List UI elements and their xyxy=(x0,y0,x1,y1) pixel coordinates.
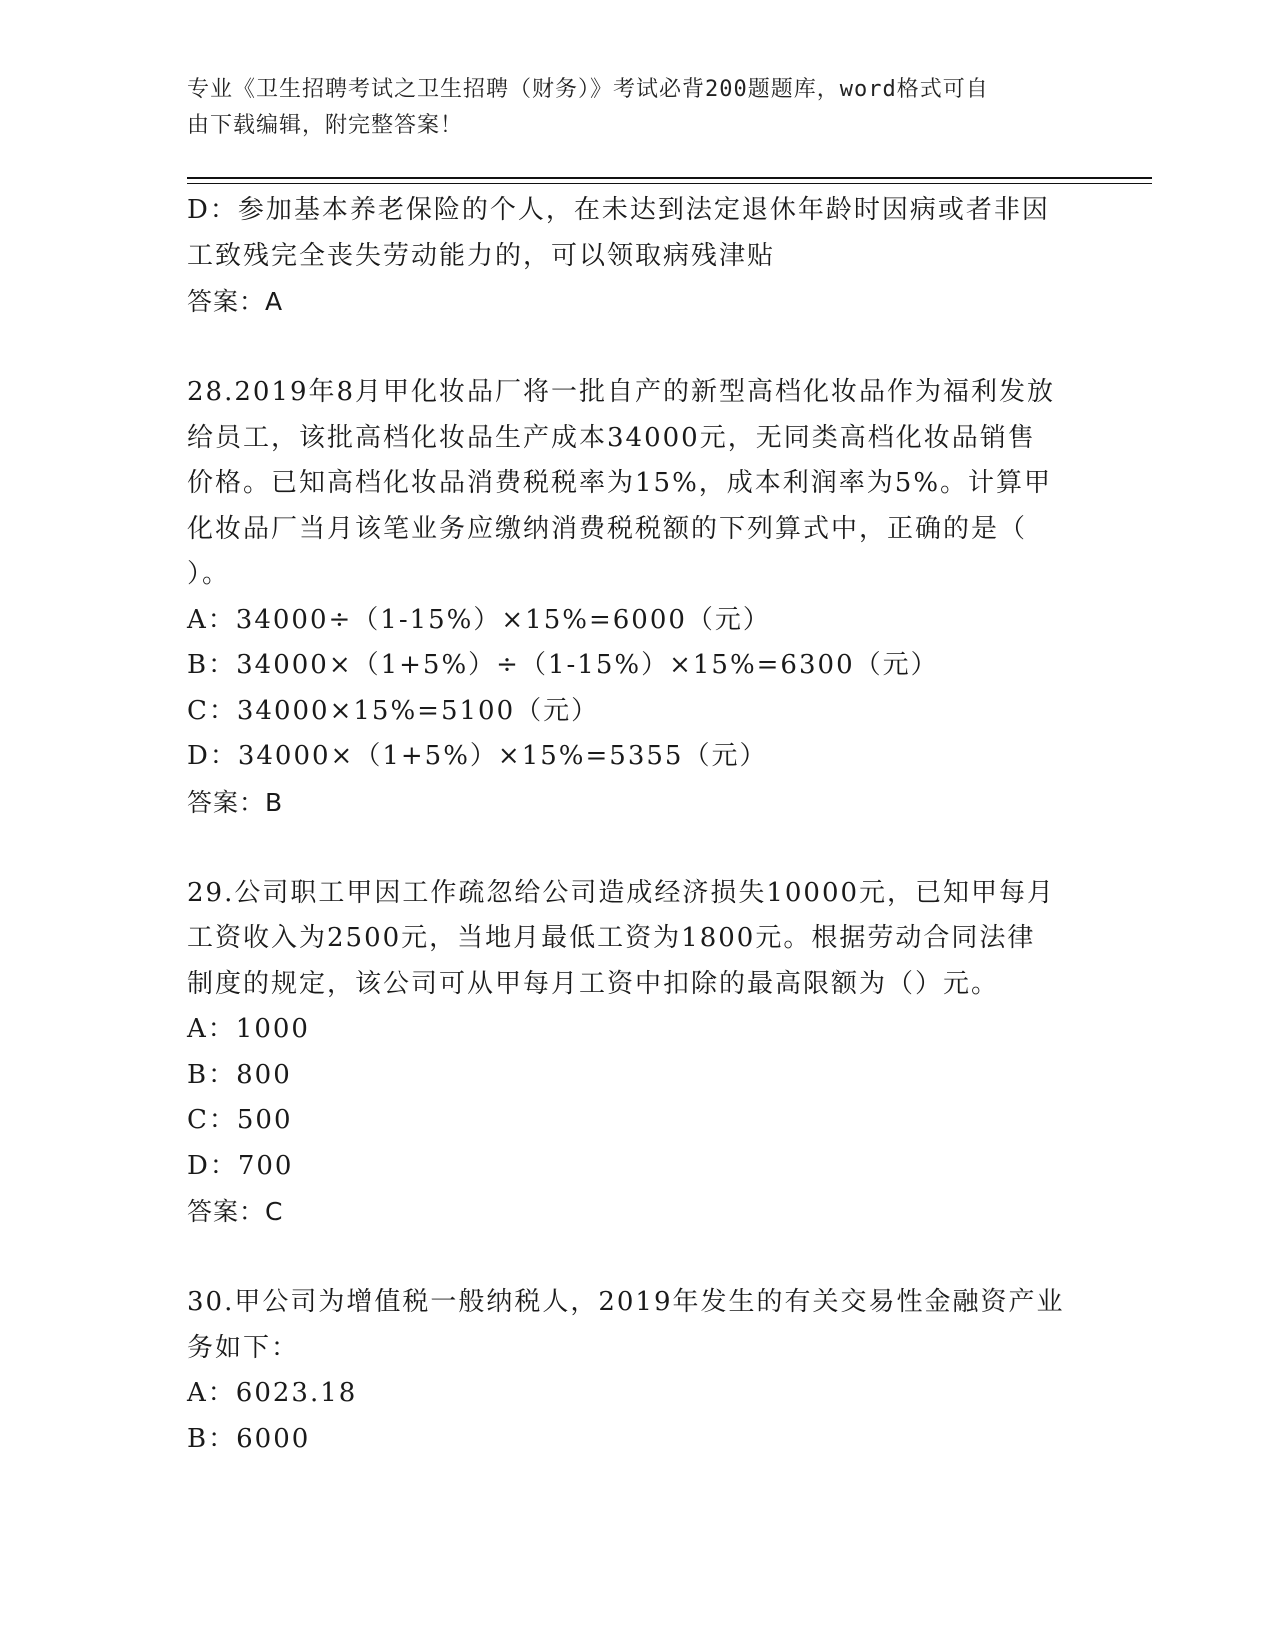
document-body xyxy=(187,188,1087,1462)
question-28 xyxy=(187,370,1087,825)
question-text-line: 30.甲公司为增值税一般纳税人，2019年发生的有关交易性金融资产业 xyxy=(187,1287,1065,1317)
option-a: A：6023.18 xyxy=(187,1378,358,1408)
question-text-line: 务如下： xyxy=(187,1332,300,1363)
option-d-line-1: D：参加基本养老保险的个人，在未达到法定退休年龄时因病或者非因 xyxy=(187,195,1050,225)
question-30 xyxy=(187,1280,1087,1462)
spacer xyxy=(187,1235,1087,1281)
option-a: A：34000÷（1-15%）×15%=6000（元） xyxy=(187,604,771,635)
answer-line: 答案：B xyxy=(187,787,284,817)
option-b: B：6000 xyxy=(187,1423,311,1454)
option-b: B：800 xyxy=(187,1059,292,1090)
question-text-line: 制度的规定，该公司可从甲每月工资中扣除的最高限额为（）元。 xyxy=(187,968,1000,999)
option-d-line-2: 工致残完全丧失劳动能力的，可以领取病残津贴 xyxy=(187,240,776,271)
answer-line: 答案：A xyxy=(187,287,284,316)
question-text-line: 28.2019年8月甲化妆品厂将一批自产的新型高档化妆品作为福利发放 xyxy=(187,377,1056,407)
answer-line: 答案：C xyxy=(187,1197,284,1226)
header-line-2: 由下载编辑，附完整答案！ xyxy=(187,113,464,138)
question-text-line: ）。 xyxy=(187,559,231,589)
question-text-line: 29.公司职工甲因工作疏忽给公司造成经济损失10000元，已知甲每月 xyxy=(187,877,1056,908)
option-c: C：500 xyxy=(187,1105,293,1135)
option-b: B：34000×（1+5%）÷（1-15%）×15%=6300（元） xyxy=(187,650,939,680)
document-header xyxy=(187,72,1067,144)
option-d: D：700 xyxy=(187,1150,294,1181)
header-rule-thick xyxy=(187,177,1152,179)
spacer xyxy=(187,825,1087,871)
header-rule-thin xyxy=(187,183,1152,184)
previous-question-tail xyxy=(187,188,1087,325)
question-text-line: 工资收入为2500元，当地月最低工资为1800元。根据劳动合同法律 xyxy=(187,923,1036,953)
option-a: A：1000 xyxy=(187,1014,310,1044)
option-c: C：34000×15%=5100（元） xyxy=(187,695,600,726)
question-text-line: 给员工，该批高档化妆品生产成本34000元，无同类高档化妆品销售 xyxy=(187,422,1036,453)
question-text-line: 化妆品厂当月该笔业务应缴纳消费税税额的下列算式中，正确的是（ xyxy=(187,513,1028,544)
question-29 xyxy=(187,871,1087,1235)
question-text-line: 价格。已知高档化妆品消费税税率为15%，成本利润率为5%。计算甲 xyxy=(187,468,1053,498)
header-line-1: 专业《卫生招聘考试之卫生招聘（财务）》考试必背200题题库，word格式可自 xyxy=(187,77,989,102)
spacer xyxy=(187,325,1087,371)
option-d: D：34000×（1+5%）×15%=5355（元） xyxy=(187,741,768,771)
